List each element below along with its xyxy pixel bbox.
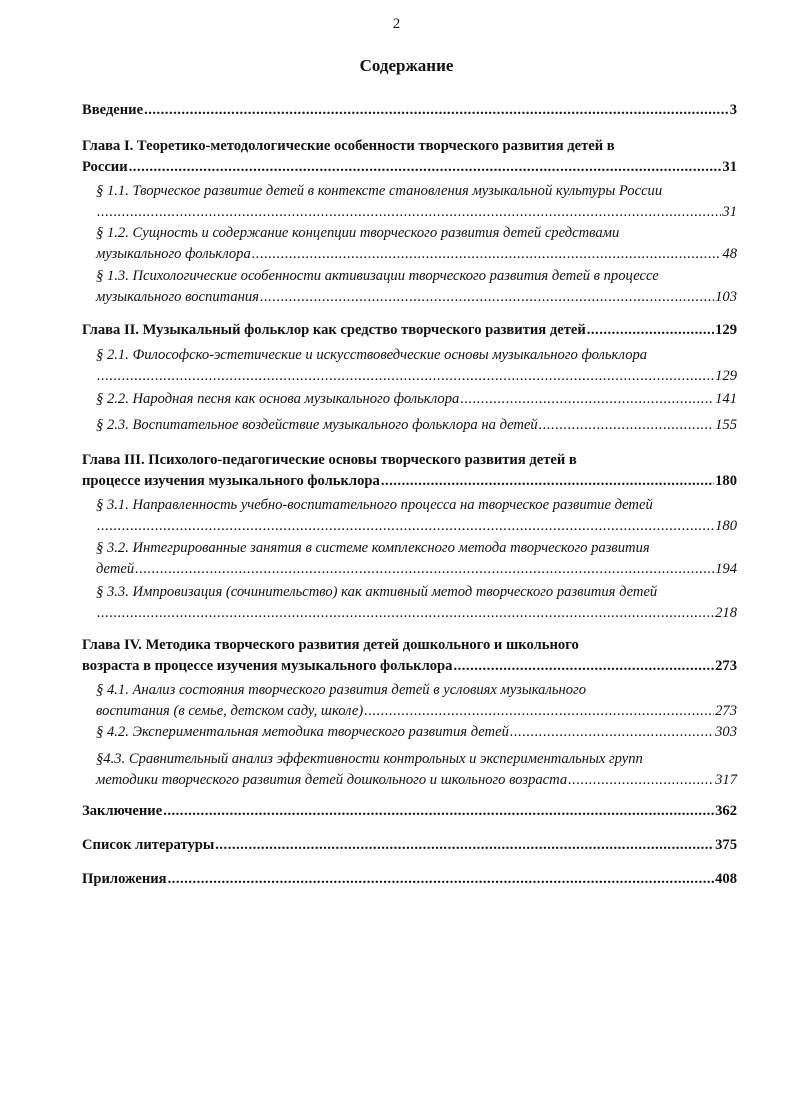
toc-entry-title: детей <box>96 561 135 577</box>
toc-entry-ch4[interactable] <box>82 635 737 677</box>
toc-page-number: 48 <box>722 246 737 262</box>
page-number: 2 <box>392 16 401 32</box>
dot-leader <box>168 869 715 890</box>
dot-leader <box>364 701 714 722</box>
toc-entry-title: § 2.2. Народная песня как основа музыкального фольклора <box>96 391 460 407</box>
toc-entry-references[interactable] <box>82 835 737 856</box>
toc-entry-s3_3[interactable] <box>96 582 737 624</box>
toc-entry-leader-line <box>96 415 737 436</box>
toc-entry-s1_1[interactable] <box>96 181 737 223</box>
dot-leader <box>135 559 714 580</box>
dot-leader <box>215 835 714 856</box>
toc-entry-title: методики творческого развития детей дошкольного и школьного возраста <box>96 772 568 788</box>
toc-entry-leader-line <box>96 287 737 308</box>
toc-entry-title: возраста в процессе изучения музыкального фольклора <box>82 658 453 674</box>
toc-entry-title-line: § 1.2. Сущность и содержание концепции творческого развития детей средствами <box>96 225 620 241</box>
toc-page-number: 180 <box>715 473 737 489</box>
toc-entry-leader-line <box>82 100 737 121</box>
dot-leader <box>252 244 722 265</box>
dot-leader <box>381 471 714 492</box>
dot-leader <box>129 157 722 178</box>
toc-entry-ch1[interactable] <box>82 136 737 178</box>
toc-entry-title-line: § 3.2. Интегрированные занятия в системе комплексного метода творческого развития <box>96 540 650 556</box>
toc-page-number: 155 <box>715 417 737 433</box>
toc-entry-title: Заключение <box>82 803 163 819</box>
toc-entry-title-line: § 3.1. Направленность учебно-воспитательного процесса на творческое развитие детей <box>96 497 653 513</box>
toc-entry-title-line: § 4.1. Анализ состояния творческого развития детей в условиях музыкального <box>96 682 587 698</box>
toc-entry-title: музыкального воспитания <box>96 289 259 305</box>
toc-entry-s3_2[interactable] <box>96 538 737 580</box>
toc-entry-title: музыкального фольклора <box>96 246 251 262</box>
toc-title: Содержание <box>359 56 454 75</box>
toc-entry-s3_1[interactable] <box>96 495 737 537</box>
toc-entry-conclusion[interactable] <box>82 801 737 822</box>
dot-leader <box>453 656 714 677</box>
dot-leader <box>568 770 714 791</box>
toc-entry-leader-line <box>96 701 737 722</box>
toc-entry-title: Приложения <box>82 871 167 887</box>
dot-leader <box>260 287 714 308</box>
toc-page-number: 194 <box>715 561 737 577</box>
toc-page-number: 103 <box>715 289 737 305</box>
toc-entry-title-line: §4.3. Сравнительный анализ эффективности контрольных и экспериментальных групп <box>96 751 643 767</box>
toc-page-number: 31 <box>722 204 737 220</box>
toc-entry-ch3[interactable] <box>82 450 737 492</box>
toc-page-number: 303 <box>715 724 737 740</box>
toc-page-number: 129 <box>715 322 737 338</box>
toc-entry-leader-line <box>96 389 737 410</box>
toc-entry-leader-line <box>96 244 737 265</box>
toc-page-number: 180 <box>715 518 737 534</box>
toc-entry-leader-line <box>96 603 737 624</box>
toc-entry-s2_1[interactable] <box>96 345 737 387</box>
toc-entry-title: Глава II. Музыкальный фольклор как средство творческого развития детей <box>82 322 586 338</box>
dot-leader <box>163 801 714 822</box>
toc-page-number: 273 <box>715 658 737 674</box>
toc-entry-appendix[interactable] <box>82 869 737 890</box>
toc-entry-title: Введение <box>82 102 144 118</box>
toc-entry-title: § 4.2. Экспериментальная методика творческого развития детей <box>96 724 509 740</box>
toc-entry-title-line: § 3.3. Импровизация (сочинительство) как активный метод творческого развития детей <box>96 584 658 600</box>
toc-entry-leader-line <box>96 770 737 791</box>
toc-entry-leader-line <box>82 656 737 677</box>
dot-leader <box>97 603 714 624</box>
toc-entry-s4_1[interactable] <box>96 680 737 722</box>
toc-entry-ch2[interactable] <box>82 320 737 341</box>
toc-entry-leader-line <box>82 801 737 822</box>
toc-entry-leader-line <box>96 559 737 580</box>
toc-entry-leader-line <box>82 320 737 341</box>
toc-page-number: 273 <box>715 703 737 719</box>
toc-entry-leader-line <box>82 471 737 492</box>
dot-leader <box>539 415 714 436</box>
toc-entry-leader-line <box>82 869 737 890</box>
toc-entry-title-line: § 1.3. Психологические особенности активизации творческого развития детей в процессе <box>96 268 659 284</box>
toc-entry-leader-line <box>96 202 737 223</box>
toc-entry-s1_3[interactable] <box>96 266 737 308</box>
toc-entry-title-line: Глава I. Теоретико-методологические особенности творческого развития детей в <box>82 138 615 154</box>
toc-page-number: 317 <box>715 772 737 788</box>
toc-entry-s4_2[interactable] <box>96 722 737 743</box>
toc-page-number: 375 <box>715 837 737 853</box>
toc-entry-s2_2[interactable] <box>96 389 737 410</box>
toc-page-number: 31 <box>722 159 737 175</box>
dot-leader <box>97 202 721 223</box>
toc-page-number: 362 <box>715 803 737 819</box>
toc-entry-s2_3[interactable] <box>96 415 737 436</box>
toc-page-number: 218 <box>715 605 737 621</box>
toc-entry-leader-line <box>96 516 737 537</box>
toc-entry-title: воспитания (в семье, детском саду, школе) <box>96 703 364 719</box>
toc-entry-title: России <box>82 159 128 175</box>
toc-entry-s4_3[interactable] <box>96 749 737 791</box>
toc-entry-title: Список литературы <box>82 837 215 853</box>
toc-entry-leader-line <box>82 157 737 178</box>
toc-entry-title-line: Глава IV. Методика творческого развития детей дошкольного и школьного <box>82 637 579 653</box>
toc-entry-title-line: § 1.1. Творческое развитие детей в контексте становления музыкальной культуры России <box>96 183 663 199</box>
dot-leader <box>510 722 714 743</box>
toc-page-number: 408 <box>715 871 737 887</box>
dot-leader <box>97 516 714 537</box>
toc-entry-title-line: § 2.1. Философско-эстетические и искусствоведческие основы музыкального фольклора <box>96 347 648 363</box>
toc-page-number: 141 <box>715 391 737 407</box>
toc-entry-title: процессе изучения музыкального фольклора <box>82 473 380 489</box>
toc-entry-s1_2[interactable] <box>96 223 737 265</box>
dot-leader <box>587 320 714 341</box>
dot-leader <box>97 366 714 387</box>
toc-entry-title: § 2.3. Воспитательное воздействие музыкального фольклора на детей <box>96 417 538 433</box>
dot-leader <box>460 389 714 410</box>
toc-page-number: 129 <box>715 368 737 384</box>
toc-page-number: 3 <box>729 102 737 118</box>
toc-entry-leader-line <box>96 366 737 387</box>
toc-entry-intro[interactable] <box>82 100 737 121</box>
toc-entry-title-line: Глава III. Психолого-педагогические основы творческого развития детей в <box>82 452 577 468</box>
toc-entry-leader-line <box>82 835 737 856</box>
dot-leader <box>144 100 729 121</box>
toc-entry-leader-line <box>96 722 737 743</box>
